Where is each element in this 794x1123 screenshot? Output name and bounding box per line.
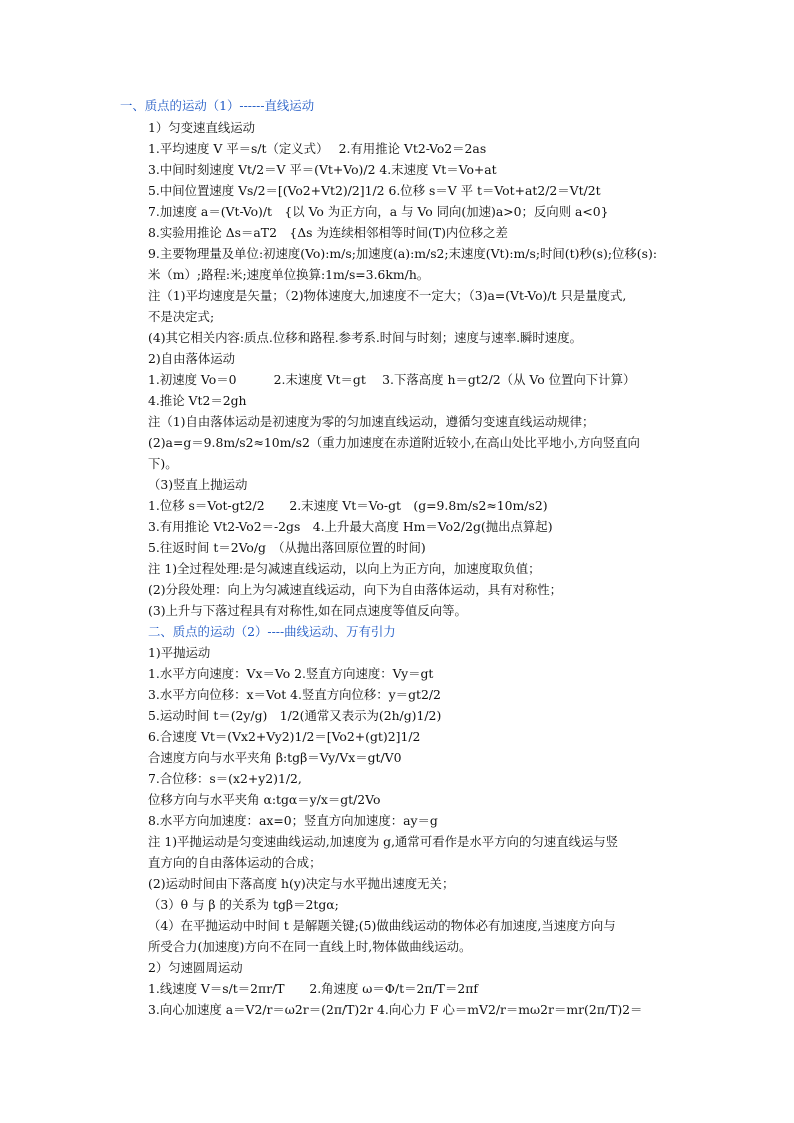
text-line: 注 1)平抛运动是匀变速曲线运动,加速度为 g,通常可看作是水平方向的匀速直线运与竖 — [148, 834, 619, 849]
text-line: 注 1)全过程处理:是匀减速直线运动，以向上为正方向，加速度取负值； — [148, 561, 541, 576]
text-line: 5.往返时间 t＝2Vo/g （从抛出落回原位置的时间) — [148, 540, 426, 555]
text-line: 7.加速度 a＝(Vt-Vo)/t {以 Vo 为正方向，a 与 Vo 同向(加速)a>0；反向则 a<0} — [148, 204, 609, 219]
text-line: 1.位移 s＝Vot-gt2/2 2.末速度 Vt＝Vo-gt (g=9.8m/s2≈10m/s2) — [148, 498, 548, 513]
text-line: 3.向心加速度 a＝V2/r＝ω2r＝(2π/T)2r 4.向心力 F 心＝mV2/r＝mω2r＝mr(2π/T)2＝ — [148, 1002, 643, 1017]
text-line: 位移方向与水平夹角 α:tgα＝y/x＝gt/2Vo — [148, 792, 381, 807]
text-line: (3)上升与下落过程具有对称性,如在同点速度等值反向等。 — [148, 603, 467, 618]
text-line: 不是决定式; — [148, 309, 215, 324]
text-line: 合速度方向与水平夹角 β:tgβ＝Vy/Vx＝gt/V0 — [148, 750, 402, 765]
text-line: 1.水平方向速度：Vx＝Vo 2.竖直方向速度：Vy＝gt — [148, 666, 434, 681]
text-line: 1.平均速度 V 平＝s/t（定义式） 2.有用推论 Vt2-Vo2＝2as — [148, 141, 487, 156]
text-line: 8.水平方向加速度：ax=0；竖直方向加速度：ay＝g — [148, 813, 438, 828]
text-line: 7.合位移：s＝(x2+y2)1/2, — [148, 771, 302, 786]
section-heading-1: 一、质点的运动（1）------直线运动 — [120, 98, 315, 113]
text-line: 注（1)平均速度是矢量；（2)物体速度大,加速度不一定大；（3)a=(Vt-Vo)/t 只是量度式, — [148, 288, 627, 303]
text-line: 3.有用推论 Vt2-Vo2＝-2gs 4.上升最大高度 Hm＝Vo2/2g(抛出点算起) — [148, 519, 553, 534]
text-line: 直方向的自由落体运动的合成； — [148, 855, 322, 870]
subheading: 2）匀速圆周运动 — [148, 960, 243, 975]
text-line: 3.水平方向位移：x＝Vot 4.竖直方向位移：y＝gt2/2 — [148, 687, 441, 702]
text-line: 9.主要物理量及单位:初速度(Vo):m/s;加速度(a):m/s2;末速度(Vt):m/s;时间(t)秒(s);位移(s): — [148, 246, 658, 261]
text-line: （4）在平抛运动中时间 t 是解题关键;(5)做曲线运动的物体必有加速度,当速度方向与 — [148, 918, 616, 933]
text-line: 注（1)自由落体运动是初速度为零的匀加速直线运动，遵循匀变速直线运动规律； — [148, 414, 595, 429]
text-line: 所受合力(加速度)方向不在同一直线上时,物体做曲线运动。 — [148, 939, 472, 954]
subheading: 1）匀变速直线运动 — [148, 120, 256, 135]
text-line: 1.线速度 V＝s/t＝2πr/T 2.角速度 ω＝Φ/t＝2π/T＝2πf — [148, 981, 478, 996]
text-line: (2)运动时间由下落高度 h(y)决定与水平抛出速度无关； — [148, 876, 455, 891]
text-line: 3.中间时刻速度 Vt/2＝V 平＝(Vt+Vo)/2 4.末速度 Vt＝Vo+at — [148, 162, 497, 177]
text-line: 4.推论 Vt2＝2gh — [148, 393, 247, 408]
text-line: (4)其它相关内容:质点.位移和路程.参考系.时间与时刻；速度与速率.瞬时速度。 — [148, 330, 582, 345]
text-line: (2)分段处理：向上为匀减速直线运动，向下为自由落体运动，具有对称性； — [148, 582, 563, 597]
subheading: （3)竖直上抛运动 — [148, 477, 248, 492]
subheading: 1)平抛运动 — [148, 645, 211, 660]
text-line: 米（m）;路程:米;速度单位换算:1m/s=3.6km/h。 — [148, 267, 430, 282]
text-line: 1.初速度 Vo＝0 2.末速度 Vt＝gt 3.下落高度 h＝gt2/2（从 Vo 位置向下计算） — [148, 372, 636, 387]
text-line: 5.运动时间 t＝(2y/g) 1/2(通常又表示为(2h/g)1/2) — [148, 708, 442, 723]
text-line: 8.实验用推论 Δs＝aT2 {Δs 为连续相邻相等时间(T)内位移之差 — [148, 225, 508, 240]
text-line: 6.合速度 Vt＝(Vx2+Vy2)1/2＝[Vo2+(gt)2]1/2 — [148, 729, 421, 744]
text-line: 下)。 — [148, 456, 178, 471]
text-line: 5.中间位置速度 Vs/2＝[(Vo2+Vt2)/2]1/2 6.位移 s＝V 平 t＝Vot+at2/2＝Vt/2t — [148, 183, 601, 198]
text-line: (2)a=g＝9.8m/s2≈10m/s2（重力加速度在赤道附近较小,在高山处比平地小,方向竖直向 — [148, 435, 640, 450]
text-line: （3）θ 与 β 的关系为 tgβ＝2tgα; — [148, 897, 339, 912]
section-heading-2: 二、质点的运动（2）----曲线运动、万有引力 — [148, 624, 396, 639]
subheading: 2)自由落体运动 — [148, 351, 236, 366]
